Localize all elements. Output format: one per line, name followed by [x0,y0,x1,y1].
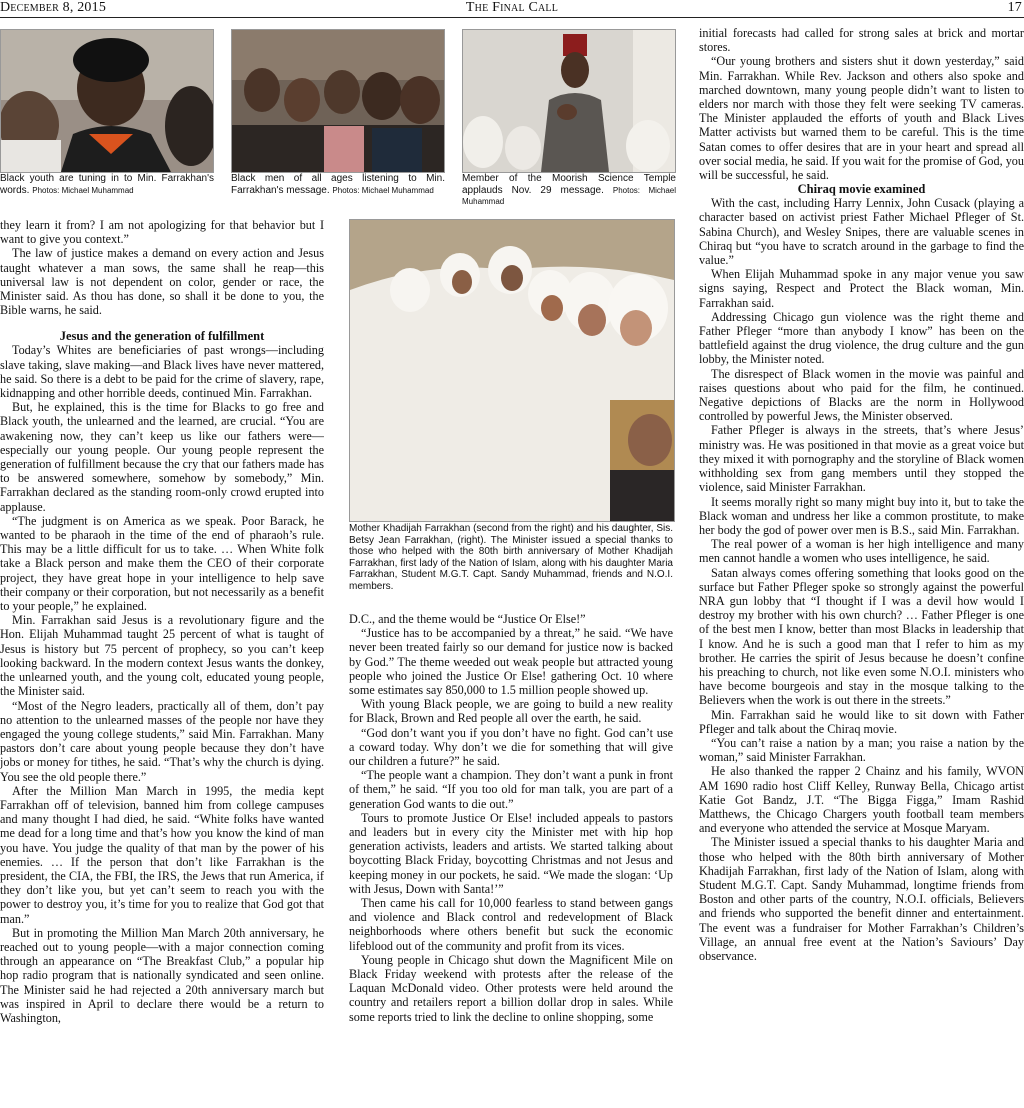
paragraph: The real power of a woman is her high intelligence and many men cannot handle a women who uses intelligence, he said. [699,537,1024,566]
caption-text: Black youth are tuning in to Min. Farrakhan's words. [0,173,214,196]
paragraph: With the cast, including Harry Lennix, John Cusack (playing a character based on activist priest Father Michael Pfleger of St. Sabina Church), and Wesley Snipes, there are valuable scenes in Chiraq but “you have to scratch around in the garbage to find the value.” [699,196,1024,268]
paragraph: Min. Farrakhan said he would like to sit down with Father Pfleger and talk about the Chiraq movie. [699,707,1024,736]
article-column-3 [699,26,1024,1108]
photo-mother-khadijah [349,219,675,522]
paragraph: The law of justice makes a demand on every action and Jesus taught whatever a man sows, the same shall he reap—this universal law is not dependent on color, gender or race, the Minister said. As thou has done, so shall it be done to you, the Bible warns, he said. [0,246,324,318]
header-date: December 8, 2015 [0,0,107,15]
caption-credit: Photos: Michael Muhammad [332,185,434,195]
header-page-number: 17 [1007,0,1022,15]
paragraph: But, he explained, this is the time for Blacks to go free and Black youth, the unlearned and the learned, are crucial. “You are awakening now, they can’t keep us like our fathers were—especially our young people. Our young people represent the generation of fulfillment because the cry that our fathers made has to be answered somewhere, somehow by somebody,” Min. Farrakhan declared as the standing room-only crowd erupted into applause. [0,400,324,514]
photo-caption-youth [0,173,214,196]
paragraph: “The judgment is on America as we speak. Poor Barack, he wanted to be pharaoh in the time of the end of pharaoh’s rule. This may be a little difficult for us to take. … When White folk take a Black person and make them the CEO of their corporate project, they have great hope in your intelligence to help save their company or their corporation, but not necessarily as a benefit to your people,” he explained. [0,513,324,614]
subhead-chiraq-movie: Chiraq movie examined [797,182,926,197]
paragraph: After the Million Man March in 1995, the media kept Farrakhan off of television, banned him from college campuses and many thought I had died, he said. “White folks have wanted me dead for a long time and that’s how you know the kind of man you have. You judge the quality of that man by the power of his enemies. … If the person that don’t like Farrakhan is the president, the CIA, the FBI, the IRS, the Jews that run America, if they don’t like you, but yet can’t seem to reach you with the power to destroy you, it’s time for you to realize that God got that man.” [0,783,324,926]
article-column-1 [0,218,324,1108]
page-header [0,0,1024,18]
paragraph: “The people want a champion. They don’t want a punk in front of them,” he said. “If you too old for man talk, you are part of a generation God wants to die out.” [349,768,673,811]
paragraph: Today’s Whites are beneficiaries of past wrongs—including slave taking, slave making—and Black lives have never mattered, he said. So there is a debt to be paid for the crime of slavery, rape, kidnapping and other horrible deeds, continued Min. Farrakhan. [0,343,324,401]
paragraph: “Our young brothers and sisters shut it down yesterday,” said Min. Farrakhan. While Rev. Jackson and others also spoke and marched downtown, many young people didn’t want to listen to elders nor march with those they felt were seeking TV cameras. The Minister applauded the efforts of youth and Black Lives Matter activists but warned them to be careful. This is the time Satan comes to offer desires that are in your heart and spread all over social media, he said. If you wait for the promise of God, you will be successful, he said. [699,54,1024,183]
caption-text: Mother Khadijah Farrakhan (second from the right) and his daughter, Sis. Betsy Jean Farrakhan, (right). The Minister issued a special thanks to those who helped with the 80th birth anniversary of Mother Khadijah Farrakhan, first lady of the Nation of Islam, along with his daughter Maria Farrakhan, Student M.G.T. Capt. Sandy Muhammad, friends and N.O.I. members. [349,523,673,592]
subhead-generation-of-fulfillment: Jesus and the generation of fulfillment [59,329,265,344]
header-paper-name: The Final Call [465,0,559,15]
paragraph: Min. Farrakhan said Jesus is a revolutionary figure and the Hon. Elijah Muhammad taught 25 percent of what is taught of Jesus is history but 75 percent of prophecy, so you can’t keep looking backward. In the modern context Jesus wants the donkey, the unlearned youth, and the young colt, educated young people, the Minister said. [0,613,324,699]
paragraph: He also thanked the rapper 2 Chainz and his family, WVON AM 1690 radio host Cliff Kelley, Runway Bella, Chicago artist Katie Got Bandz, J.T. “The Bigga Figga,” Imam Rashid Matthews, the Chicago Chargers youth football team members and everyone who attended the service at Mosque Maryam. [699,764,1024,836]
photo-black-men-listening [231,29,445,173]
paragraph: The disrespect of Black women in the movie was painful and raises questions about who paid for the film, he continued. Negative depictions of Blacks are the norm in Hollywood controlled by powerful Jews, the Minister observed. [699,366,1024,424]
article-column-2 [349,612,673,1108]
caption-text: Member of the Moorish Science Temple applauds Nov. 29 message. [462,173,676,196]
photo-caption-mother-khadijah [349,523,673,592]
paragraph: initial forecasts had called for strong sales at brick and mortar stores. [699,26,1024,55]
paragraph: D.C., and the theme would be “Justice Or Else!” [349,612,586,626]
paragraph: Addressing Chicago gun violence was the right theme and Father Pfleger “more than anybody I know” has been on the battlefield against the drug violence, the drug culture and the gun lobby, the Minister noted. [699,309,1024,367]
caption-credit: Photos: Michael Muhammad [462,185,677,206]
paragraph: “Justice has to be accompanied by a threat,” he said. “We have never been treated fairly so our demand for justice now is backed by God.” The theme weeded out weak people but attracted young people who joined the Justice Or Else! gathering Oct. 10 where some estimates say 850,000 to 1.5 million people showed up. [349,626,673,698]
paragraph: When Elijah Muhammad spoke in any major venue you saw signs saying, Respect and Protect the Black woman, Min. Farrakhan said. [699,267,1024,310]
paragraph: Tours to promote Justice Or Else! included appeals to pastors and leaders but in every city the Minister met with hip hop generation activists, leaders and artists. We started talking about boycotting Black Friday, boycotting Christmas and not Jesus and keeping money in our pockets, he said. “We made the slogan: ‘Up with Jesus, Down with Santa!’” [349,810,673,896]
caption-text: Black men of all ages listening to Min. Farrakhan's message. [231,173,445,196]
photo-caption-men [231,173,445,196]
paragraph: With young Black people, we are going to build a new reality for Black, Brown and Red people all over the earth, he said. [349,697,673,726]
paragraph: But in promoting the Million Man March 20th anniversary, he reached out to young people—with a major connection coming through an appearance on “The Breakfast Club,” a popular hip hop radio program that is nationally syndicated and seen online. The Minister said he had rejected a 20th anniversary march but was inspired in April to declare there would be a return to Washington, [0,925,324,1025]
paragraph: “You can’t raise a nation by a man; you raise a nation by the woman,” said Minister Farrakhan. [699,735,1024,765]
paragraph: It seems morally right so many might buy into it, but to take the Black woman and undress her like a common prostitute, to make her body the god of power over men is B.S., said Min. Farrakhan. [699,494,1024,537]
caption-credit: Photos: Michael Muhammad [32,185,134,195]
photo-black-youth [0,29,214,173]
paragraph: Satan always comes offering something that looks good on the surface but Father Pfleger spoke so strongly against the powerful NRA gun lobby that “I thought if I was a devil how would I destroy my brother with his own church? … Father Pfleger is one of the best men I know, better than most Blacks in leadership that I know. And he is such a good man that I refer to him as my brother. He carries the spirit of Jesus because he doesn’t confine his preaching to church, not like even some N.O.I. ministers who have become bourgeois and stay in the mosque talking to the Believers when the work is out there in the streets.” [699,565,1024,708]
paragraph: “God don’t want you if you don’t have no fight. God can’t use a coward today. Why don’t we die for something that will give our children a future?” he said. [349,725,673,769]
photo-caption-moorish [462,173,676,208]
photo-moorish-member [462,29,676,173]
paragraph: Young people in Chicago shut down the Magnificent Mile on Black Friday weekend with protests after the release of the Laquan McDonald video. Other protests were held around the country and retailers report a billion dollar drop in sales. While some reports tried to link the decline to online shopping, some [349,952,673,1024]
paragraph: “Most of the Negro leaders, practically all of them, don’t pay no attention to the unlearned masses of the people nor have they engaged the young college students,” said Min. Farrakhan. Many pastors don’t care about young people because they don’t have jobs or money for tithes, he said. “That’s why the church is dying. You see the old people there.” [0,698,324,784]
paragraph: Then came his call for 10,000 fearless to stand between gangs and violence and Black control and redevelopment of Black neighborhoods where others benefit but suck the economic lifeblood out of the community and profit from its vices. [349,896,673,953]
paragraph: The Minister issued a special thanks to his daughter Maria and those who helped with the 80th birth anniversary of Mother Khadijah Farrakhan, first lady of the Nation of Islam, along with Student M.G.T. Capt. Sandy Muhammad, longtime friends from Boston and other parts of the country, N.O.I. officials, Believers and friends who supported the benefit dinner and entertainment. The event was a fundraiser for Mother Farrakhan’s Children’s Village, an annual free event at the Nation’s Saviours’ Day observance. [699,835,1024,963]
paragraph: Father Pfleger is always in the streets, that’s where Jesus’ ministry was. He was positioned in that movie as a great voice but they mixed it with pornography and the storyline of Black women withholding sex from gang members until they stopped the violence, said Minister Farrakhan. [699,423,1024,495]
paragraph: they learn it from? I am not apologizing for that behavior but I want to give you context.” [0,218,324,247]
